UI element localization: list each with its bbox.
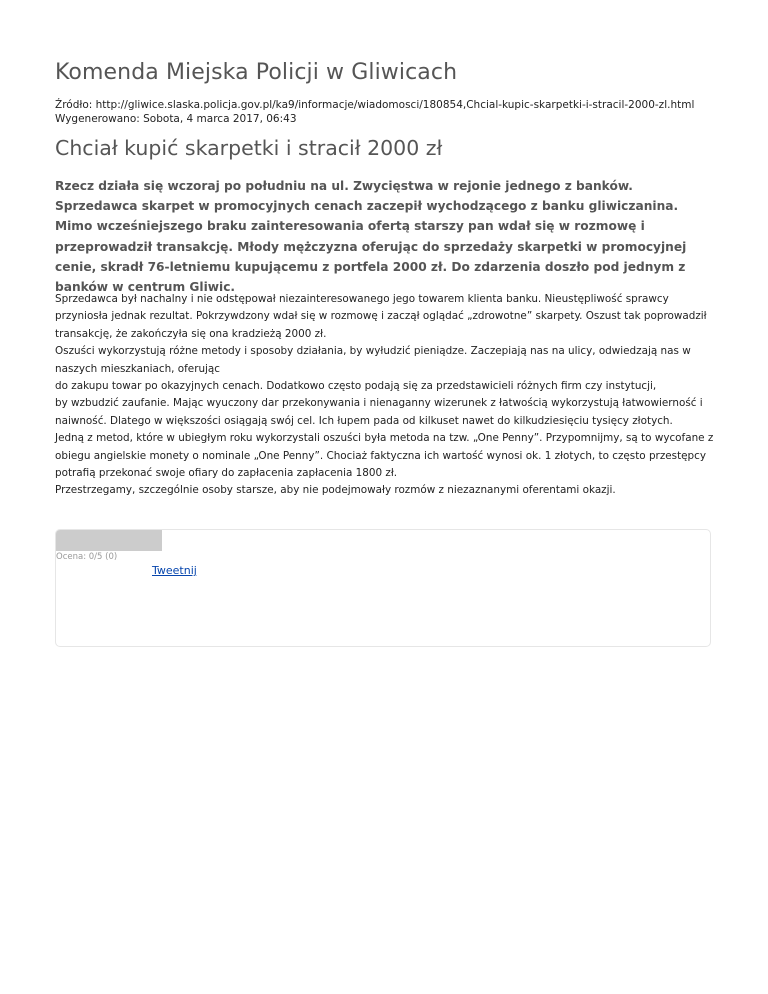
article-paragraph: do zakupu towar po okazyjnych cenach. Dodatkowo często podają się za przedstawicieli różnych firm czy instytucji,	[55, 380, 657, 393]
article-lead: Rzecz działa się wczoraj po południu na ul. Zwycięstwa w rejonie jednego z banków. Sprzedawca skarpet w promocyjnych cenach zaczepił wychodzącego z banku gliwiczanina. Mimo wcześniejszego braku zainteresowania ofertą starszy pan wdał się w rozmowę i przeprowadził transakcję. Młody mężczyzna oferując do sprzedaży skarpetki w promocyjnej cenie, skradł 76-letniemu kupującemu z portfela 2000 zł. Do zdarzenia doszło pod jednym z banków w centrum Gliwic.	[55, 179, 687, 295]
meta-info	[55, 98, 694, 126]
article-body	[55, 291, 715, 500]
source-url: Źródło: http://gliwice.slaska.policja.gov.pl/ka9/informacje/wiadomosci/180854,Chcial-kupic-skarpetki-i-stracil-2000-zl.html	[55, 99, 695, 111]
article-title: Chciał kupić skarpetki i stracił 2000 zł	[55, 136, 443, 160]
article-paragraph: Przestrzegamy, szczególnie osoby starsze, aby nie podejmowały rozmów z niezaznanymi oferentami okazji.	[55, 484, 616, 497]
tweet-link[interactable]: Tweetnij	[152, 564, 197, 577]
site-title: Komenda Miejska Policji w Gliwicach	[55, 60, 458, 85]
article-paragraph: by wzbudzić zaufanie. Mając wyuczony dar przekonywania i nienaganny wizerunek z łatwością wykorzystują łatwowierność i naiwność. Dlatego w większości osiągają swój cel. Ich łupem pada od kilkuset nawet do kilkudziesięciu tysięcy złotych.	[55, 397, 703, 427]
article-paragraph: Oszuści wykorzystują różne metody i sposoby działania, by wyłudzić pieniądze. Zaczepiają nas na ulicy, odwiedzają nas w naszych mieszkaniach, oferując	[55, 345, 691, 375]
rating-bar[interactable]	[56, 530, 162, 551]
article-paragraph: Jedną z metod, które w ubiegłym roku wykorzystali oszuści była metoda na tzw. „One Penny”. Przypomnijmy, są to wycofane z obiegu angielskie monety o nominale „One Penny”. Chociaż faktyczna ich wartość wynosi ok. 1 złotych, to często przestępcy potrafią przekonać swoje ofiary do zapłacenia zapłacenia 1800 zł.	[55, 432, 714, 480]
rating-label: Ocena: 0/5 (0)	[56, 552, 118, 562]
share-box	[55, 529, 711, 647]
article-paragraph: Sprzedawca był nachalny i nie odstępował niezainteresowanego jego towarem klienta banku. Nieustępliwość sprawcy przyniosła jednak rezultat. Pokrzywdzony wdał się w rozmowę i zaczął oglądać „zdrowotne” skarpety. Oszust tak poprowadził transakcję, że zakończyła się ona kradzieżą 2000 zł.	[55, 293, 707, 340]
generated-timestamp: Wygenerowano: Sobota, 4 marca 2017, 06:43	[55, 113, 297, 125]
